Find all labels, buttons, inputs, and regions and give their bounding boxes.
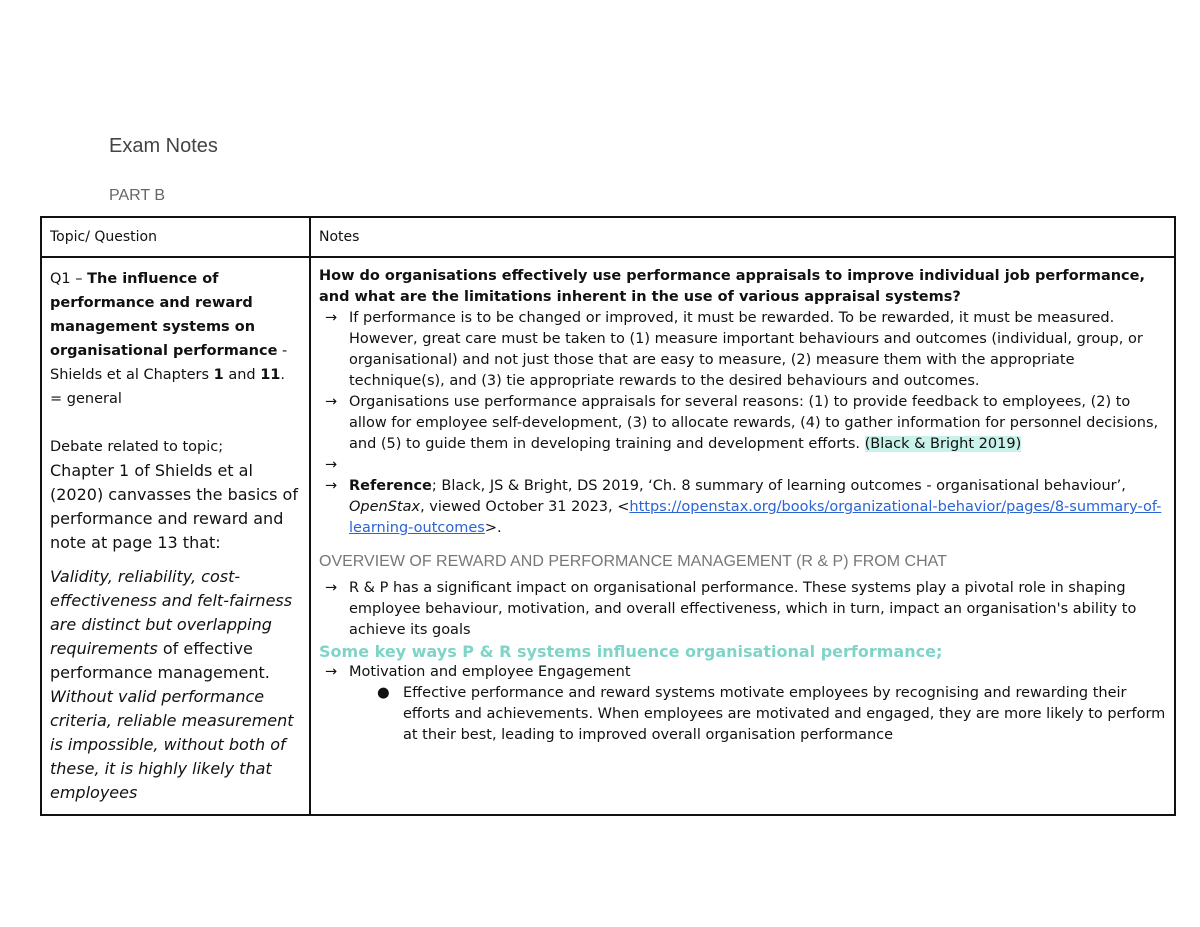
notes-table xyxy=(40,216,1176,816)
bullet-icon: ● xyxy=(377,685,390,701)
question-bold: The influence of performance and reward management systems on organisational performance xyxy=(50,271,278,359)
list-item xyxy=(325,392,1166,455)
note-point-3: R & P has a significant impact on organisational performance. These systems play a pivotal role in shaping employee behaviour, motivation, and overall effectiveness, which in turn, impact an organisation's ability to achieve its goals xyxy=(349,580,1137,638)
general-note: = general xyxy=(50,391,122,407)
question-title xyxy=(50,267,301,387)
part-heading: PART B xyxy=(109,187,166,204)
chapter-1: 1 xyxy=(213,367,224,383)
topic-content xyxy=(42,258,309,812)
bullet-point-1: Effective performance and reward systems motivate employees by recognising and rewarding their efforts and achievements. When employees are motivated and engaged, they are more likely to perform at their best, leading to improved overall organisation performance xyxy=(403,685,1166,743)
arrow-list-1 xyxy=(319,308,1166,539)
reference-label: Reference xyxy=(349,478,432,494)
arrow-list-3 xyxy=(319,662,1166,683)
citation-highlight: (Black & Bright 2019) xyxy=(864,436,1022,452)
debate-label: Debate related to topic; xyxy=(50,439,224,455)
key-ways-heading: Some key ways P & R systems influence organisational performance; xyxy=(319,642,943,661)
quote-italic-1: Validity, reliability, cost-effectiveness and felt-fairness are distinct but overlapping requirements xyxy=(50,567,293,658)
list-item xyxy=(325,455,1166,476)
note-point-2: Organisations use performance appraisals for several reasons: (1) to provide feedback to employees, (2) to allow for employee self-development, (3) to allocate rewards, (4) to gather information for personnel decisions, and (5) to guide them in developing training and development efforts. xyxy=(349,394,1159,452)
notes-content xyxy=(311,258,1174,812)
quote-text xyxy=(50,565,301,805)
question-end: . xyxy=(280,367,286,383)
list-item xyxy=(325,578,1166,641)
arrow-icon: → xyxy=(325,310,338,326)
arrow-list-2 xyxy=(319,578,1166,641)
reference-end: >. xyxy=(484,520,502,536)
table-row xyxy=(41,257,1175,815)
header-cell-notes xyxy=(310,217,1175,257)
arrow-icon: → xyxy=(325,478,338,494)
notes-question: How do organisations effectively use performance appraisals to improve individual job performance, and what are the limitations inherent in the use of various appraisal systems? xyxy=(319,268,1145,305)
notes-cell xyxy=(310,257,1175,815)
note-point-4: Motivation and employee Engagement xyxy=(349,664,631,680)
reference-text: ; Black, JS & Bright, DS 2019, ‘Ch. 8 summary of learning outcomes - organisational behaviour’, xyxy=(431,478,1126,494)
list-item xyxy=(325,476,1166,539)
list-item xyxy=(377,683,1166,746)
note-point-1: If performance is to be changed or improved, it must be rewarded. To be rewarded, it must be measured. However, great care must be taken to (1) measure important behaviours and outcomes (individual, group, or organisational) and not just those that are easy to measure, (2) measure them with the appropriate technique(s), and (3) tie appropriate rewards to the desired behaviours and outcomes. xyxy=(349,310,1143,389)
list-item xyxy=(325,662,1166,683)
bullet-list xyxy=(319,683,1166,746)
and-text: and xyxy=(223,367,261,383)
arrow-icon: → xyxy=(325,664,338,680)
chapter-11: 11 xyxy=(260,367,281,383)
header-cell-topic xyxy=(41,217,310,257)
arrow-icon: → xyxy=(325,457,338,473)
quote-normal: of effective performance management. xyxy=(50,639,270,682)
arrow-icon: → xyxy=(325,580,338,596)
page-title: Exam Notes xyxy=(109,135,218,157)
quote-italic-2: Without valid performance criteria, reliable measurement is impossible, without both of these, it is highly likely that employees xyxy=(50,687,294,802)
list-item xyxy=(325,308,1166,392)
table-header-row xyxy=(41,217,1175,257)
header-notes-label: Notes xyxy=(319,229,360,245)
chapter-text: Chapter 1 of Shields et al (2020) canvasses the basics of performance and reward and note at page 13 that: xyxy=(50,461,298,552)
reference-source: OpenStax xyxy=(349,499,421,515)
reference-viewed: , viewed October 31 2023, < xyxy=(420,499,630,515)
reference-link[interactable]: https://openstax.org/books/organizational-behavior/pages/8-summary-of-learning-outcomes xyxy=(349,499,1162,536)
question-suffix: - Shields et al Chapters xyxy=(50,343,288,383)
header-topic-label: Topic/ Question xyxy=(50,229,157,245)
topic-cell xyxy=(41,257,310,815)
question-prefix: Q1 – xyxy=(50,271,88,287)
arrow-icon: → xyxy=(325,394,338,410)
overview-heading: OVERVIEW OF REWARD AND PERFORMANCE MANAGEMENT (R & P) FROM CHAT xyxy=(319,553,947,570)
